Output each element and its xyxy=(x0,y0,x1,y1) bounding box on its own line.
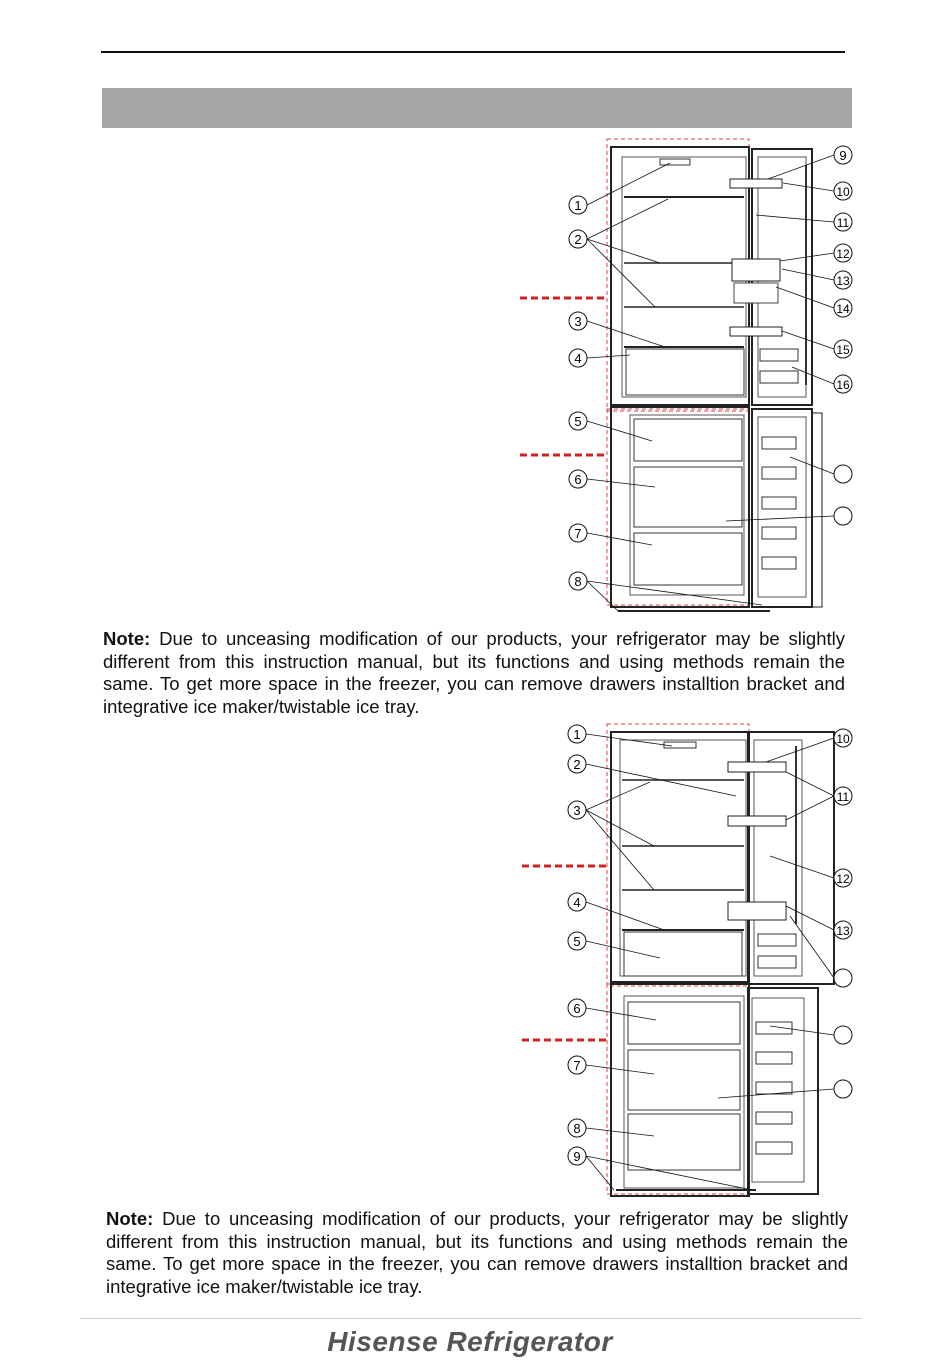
svg-text:8: 8 xyxy=(573,1121,581,1136)
callout-9 xyxy=(568,1147,752,1190)
callout-2 xyxy=(569,199,668,307)
callout-14 xyxy=(776,287,852,317)
note-2-text: Due to unceasing modification of our products, your refrigerator may be slightly different from this instruction manual, but its functions and using methods remain the same. To get more space in the freezer, you can remove drawers installtion bracket and integrative ice maker/twistable ice tray. xyxy=(106,1208,849,1297)
callout-12 xyxy=(770,856,852,887)
callout-3 xyxy=(569,312,665,347)
note-1-label: Note: xyxy=(103,628,151,649)
callout-12 xyxy=(780,244,852,262)
callout-13 xyxy=(782,269,852,289)
svg-text:3: 3 xyxy=(573,803,581,818)
svg-text:10: 10 xyxy=(836,732,850,746)
callout-10 xyxy=(766,729,852,762)
callout-15 xyxy=(770,1026,852,1044)
svg-text:3: 3 xyxy=(574,314,582,329)
svg-text:12: 12 xyxy=(836,872,850,886)
svg-text:4: 4 xyxy=(574,351,582,366)
note-1 xyxy=(103,628,845,718)
svg-text:6: 6 xyxy=(573,1001,581,1016)
section-header-bar xyxy=(102,88,852,128)
callout-1 xyxy=(569,163,670,214)
svg-text:15: 15 xyxy=(836,343,850,357)
callout-15 xyxy=(782,331,852,358)
callout-17 xyxy=(790,457,852,483)
note-1-text: Due to unceasing modification of our products, your refrigerator may be slightly different from this instruction manual, but its functions and using methods remain the same. To get more space in the freezer, you can remove drawers installtion bracket and integrative ice maker/twistable ice tray. xyxy=(103,628,846,717)
svg-text:4: 4 xyxy=(573,895,581,910)
svg-text:11: 11 xyxy=(836,790,850,804)
svg-text:1: 1 xyxy=(573,727,581,742)
callout-10 xyxy=(783,182,852,200)
svg-text:13: 13 xyxy=(836,274,850,288)
callout-18 xyxy=(726,507,852,525)
svg-text:1: 1 xyxy=(574,198,582,213)
callout-11 xyxy=(756,213,852,231)
svg-text:5: 5 xyxy=(573,934,581,949)
callout-16 xyxy=(718,1080,852,1098)
svg-text:6: 6 xyxy=(574,472,582,487)
footer-rule xyxy=(80,1318,862,1319)
svg-text:16: 16 xyxy=(836,378,850,392)
svg-text:11: 11 xyxy=(836,216,850,230)
svg-text:2: 2 xyxy=(574,232,582,247)
top-rule xyxy=(101,51,845,53)
callout-2 xyxy=(568,755,736,796)
svg-text:5: 5 xyxy=(574,414,582,429)
callout-16 xyxy=(792,367,852,393)
svg-text:9: 9 xyxy=(839,148,847,163)
svg-text:12: 12 xyxy=(836,247,850,261)
brand-logo: Hisense Refrigerator xyxy=(327,1326,613,1357)
svg-text:13: 13 xyxy=(836,924,850,938)
svg-text:7: 7 xyxy=(574,526,582,541)
svg-text:14: 14 xyxy=(836,302,850,316)
callout-4 xyxy=(569,349,630,367)
refrigerator-diagram-2 xyxy=(500,720,860,1205)
note-2 xyxy=(106,1208,848,1298)
svg-text:8: 8 xyxy=(574,574,582,589)
refrigerator-diagram-1 xyxy=(500,135,860,620)
svg-text:9: 9 xyxy=(573,1149,581,1164)
callout-5 xyxy=(568,932,660,958)
svg-text:2: 2 xyxy=(573,757,581,772)
callout-4 xyxy=(568,893,664,930)
callout-9 xyxy=(768,146,852,179)
svg-text:10: 10 xyxy=(836,185,850,199)
note-2-label: Note: xyxy=(106,1208,154,1229)
svg-text:7: 7 xyxy=(573,1058,581,1073)
